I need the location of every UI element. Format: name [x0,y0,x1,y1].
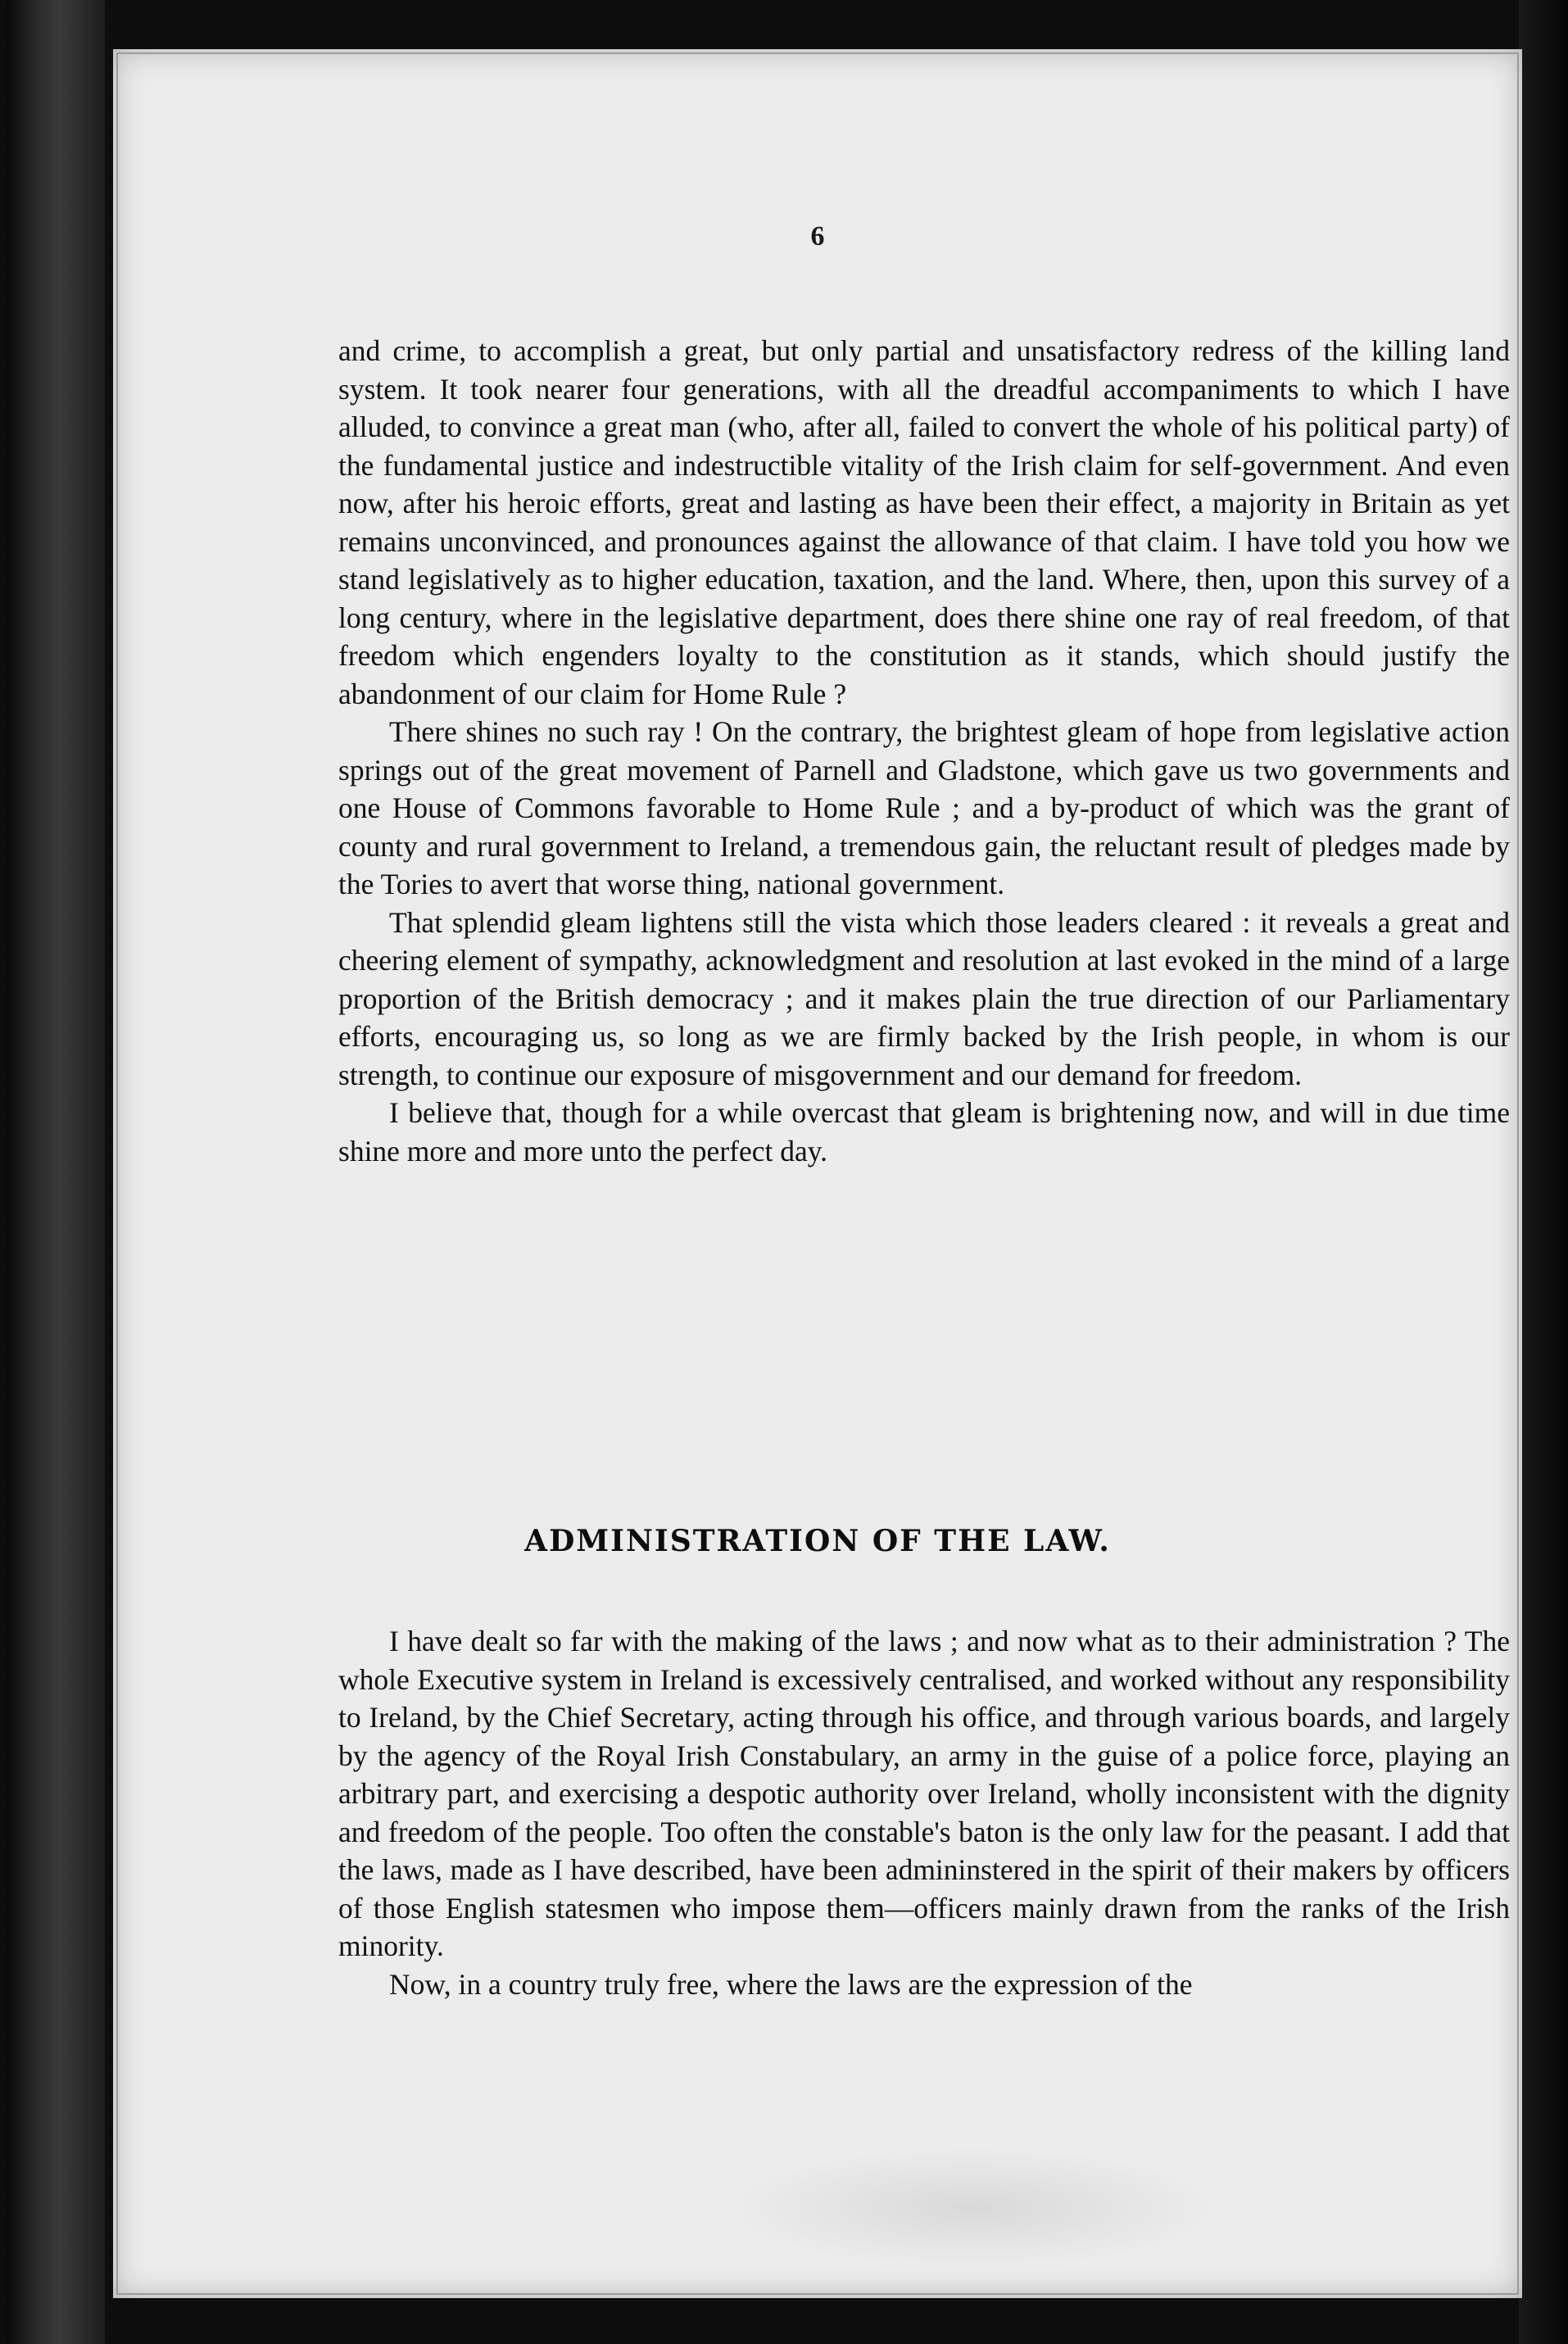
paragraph-truncated: Now, in a country truly free, where the laws are the expression of the [389,1967,1193,2001]
paragraph: I have dealt so far with the making of the laws ; and now what as to their administration ? The whole Executive system in Ireland is excessively centralised, and worked without any responsibility to Ireland, by the Chief Secretary, acting through his office, and through various boards, and largely by the agency of the Royal Irish Constabulary, an army in the guise of a police force, playing an arbitrary part, and exercising a despotic authority over Ireland, wholly inconsistent with the dignity and freedom of the people. Too often the constable's baton is the only law for the peasant. I add that the laws, made as I have described, have been admininstered in the spirit of their makers by officers of those English statesmen who impose them—officers mainly drawn from the ranks of the Irish minority. [338,1625,1510,1962]
book-right-edge [1519,0,1568,2344]
section-heading: ADMINISTRATION OF THE LAW. [524,1524,1111,1558]
page-number: 6 [810,221,825,252]
page-smudge [727,2147,1219,2269]
paragraph: I believe that, though for a while overcast that gleam is brightening now, and will in due time shine more and more unto the perfect day. [338,1096,1510,1167]
book-spine-edge [7,0,105,2344]
paragraph: There shines no such ray ! On the contrary, the brightest gleam of hope from legislative action springs out of the great movement of Parnell and Gladstone, which gave us two governments and one House of Commons favorable to Home Rule ; and a by-product of which was the grant of county and rural government to Ireland, a tremendous gain, the reluctant result of pledges made by the Tories to avert that worse thing, national government. [338,715,1510,900]
section-2-text [338,1622,1510,2003]
book-page [113,49,1522,2298]
paragraph: That splendid gleam lightens still the vista which those leaders cleared : it reveals a great and cheering element of sympathy, acknowledgment and resolution at last evoked in the mind of a large proportion of the British democracy ; and it makes plain the true direction of our Parliamentary efforts, encouraging us, so long as we are firmly backed by the Irish people, in whom is our strength, to continue our exposure of misgovernment and our demand for freedom. [338,905,1510,1091]
paragraph-continued: and crime, to accomplish a great, but only partial and unsatisfactory redress of the killing land system. It took nearer four generations, with all the dreadful accompaniments to which I have alluded, to convince a great man (who, after all, failed to convert the whole of his political party) of the fundamental justice and indestructible vitality of the Irish claim for self-government. And even now, after his heroic efforts, great and lasting as have been their effect, a majority in Britain as yet remains unconvinced, and pronounces against the allowance of that claim. I have told you how we stand legislatively as to higher education, taxation, and the land. Where, then, upon this survey of a long century, where in the legislative department, does there shine one ray of real freedom, of that freedom which engenders loyalty to the constitution as it stands, which should justify the abandonment of our claim for Home Rule ? [338,334,1510,710]
section-1-text [338,332,1510,1170]
